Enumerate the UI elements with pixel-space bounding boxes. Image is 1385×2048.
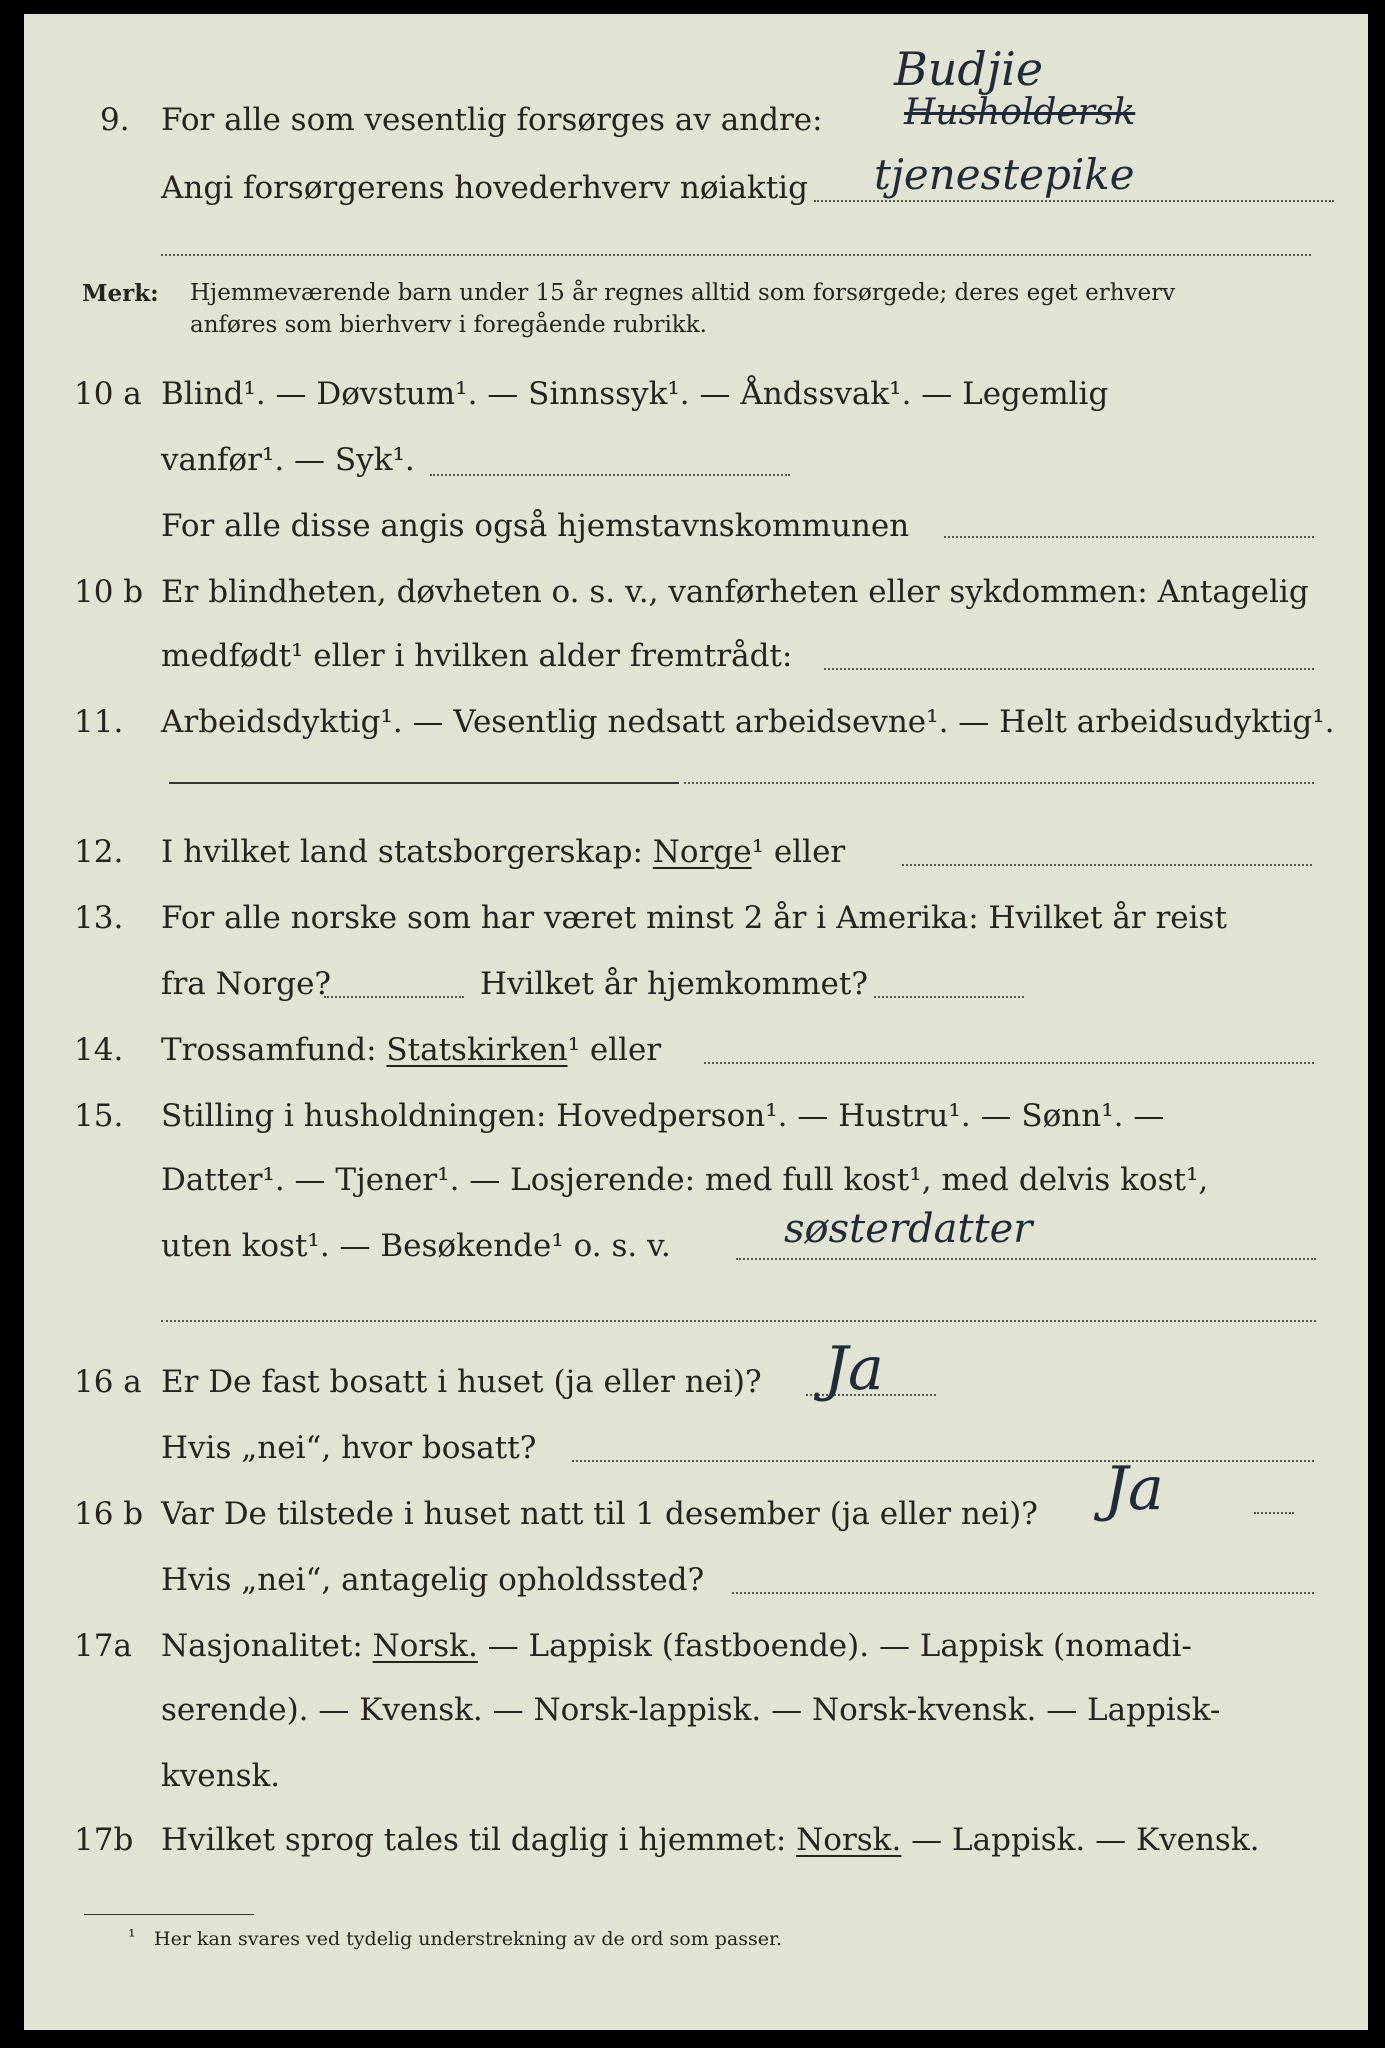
q17a-number: 17a <box>74 1628 132 1664</box>
q16b-number: 16 b <box>74 1496 144 1532</box>
q15-handwritten-answer: søsterdatter <box>784 1206 1033 1252</box>
q16a-handwritten-answer: Ja <box>824 1334 884 1404</box>
q16a-line1: Er De fast bosatt i huset (ja eller nei)? <box>161 1364 762 1400</box>
footnote-text: Her kan svares ved tydelig understrekning av de ord som passer. <box>154 1928 783 1950</box>
footnote-rule <box>84 1914 254 1915</box>
q16b-line2: Hvis „nei“, antagelig opholdssted? <box>161 1562 705 1598</box>
q16a-number: 16 a <box>74 1364 142 1400</box>
q17b-underlined-answer: Norsk. <box>796 1822 902 1858</box>
q17a-underlined-answer: Norsk. <box>372 1628 478 1664</box>
q11-number: 11. <box>74 704 124 740</box>
q9-number: 9. <box>100 102 130 138</box>
q10b-line1: Er blindheten, døvheten o. s. v., vanførheten eller sykdommen: Antagelig <box>161 574 1309 610</box>
merk-label: Merk: <box>82 280 159 307</box>
footnote-mark: ¹ <box>128 1926 136 1948</box>
q10b-line2: medfødt¹ eller i hvilken alder fremtrådt: <box>161 638 793 674</box>
q17b-line <box>161 1822 1259 1858</box>
q16b-where-dotline <box>732 1592 1314 1594</box>
q10a-line1: Blind¹. — Døvstum¹. — Sinnssyk¹. — Åndssvak¹. — Legemlig <box>161 376 1109 412</box>
q13-line2b: Hvilket år hjemkommet? <box>480 966 868 1002</box>
q17b-prefix: Hvilket sprog tales til daglig i hjemmet: <box>161 1822 787 1858</box>
q14-suffix: ¹ eller <box>567 1032 662 1068</box>
q10b-dotline <box>824 668 1314 670</box>
q12-dotline <box>902 864 1312 866</box>
q14-prefix: Trossamfund: <box>161 1032 377 1068</box>
q10b-number: 10 b <box>74 574 144 610</box>
q10a-home-dotline <box>944 536 1314 538</box>
q9-handwritten-answer: tjenestepike <box>874 150 1135 199</box>
q16a-line2: Hvis „nei“, hvor bosatt? <box>161 1430 537 1466</box>
q12-prefix: I hvilket land statsborgerskap: <box>161 834 643 870</box>
q12-line <box>161 834 845 870</box>
q9-extra-dotline <box>161 254 1311 256</box>
q10a-dotline <box>430 474 790 476</box>
q9-handwritten-top: Budjie <box>894 42 1044 96</box>
q12-underlined-answer: Norge <box>652 834 752 870</box>
q16b-line1: Var De tilstede i huset natt til 1 desember (ja eller nei)? <box>161 1496 1038 1532</box>
census-form-page <box>24 14 1368 2030</box>
q10a-line3: For alle disse angis også hjemstavnskommunen <box>161 508 910 544</box>
q17a-line2: serende). — Kvensk. — Norsk-lappisk. — Norsk-kvensk. — Lappisk- <box>161 1692 1221 1728</box>
q16b-dotline <box>1254 1512 1294 1514</box>
merk-line2: anføres som bierhverv i foregående rubrikk. <box>190 312 707 338</box>
q13-year-left-dotline <box>324 996 464 998</box>
q10a-number: 10 a <box>74 376 142 412</box>
q11-dotline <box>684 782 1314 784</box>
q14-number: 14. <box>74 1032 124 1068</box>
q12-number: 12. <box>74 834 124 870</box>
q14-dotline <box>704 1062 1314 1064</box>
q17a-label: Nasjonalitet: <box>161 1628 363 1664</box>
q17b-number: 17b <box>74 1822 134 1858</box>
q17a-line1 <box>161 1628 1192 1664</box>
q9-line1: For alle som vesentlig forsørges av andre: <box>161 102 823 138</box>
q9-answer-dotline <box>814 200 1334 202</box>
q17b-suffix: — Lappisk. — Kvensk. <box>911 1822 1260 1858</box>
merk-line1: Hjemmeværende barn under 15 år regnes alltid som forsørgede; deres eget erhverv <box>190 280 1176 306</box>
q15-extra-dotline <box>161 1320 1316 1322</box>
q16a-where-dotline <box>572 1460 1314 1462</box>
q11-rule <box>169 782 679 784</box>
q15-dotline <box>736 1258 1316 1260</box>
q16b-handwritten-answer: Ja <box>1104 1454 1164 1524</box>
q13-line1: For alle norske som har været minst 2 år i Amerika: Hvilket år reist <box>161 900 1227 936</box>
q13-year-return-dotline <box>874 996 1024 998</box>
q14-underlined-answer: Statskirken <box>386 1032 568 1068</box>
q13-line2a: fra Norge? <box>161 966 332 1002</box>
q12-suffix: ¹ eller <box>751 834 846 870</box>
q10a-line2: vanfør¹. — Syk¹. <box>161 442 415 478</box>
q15-line2: Datter¹. — Tjener¹. — Losjerende: med full kost¹, med delvis kost¹, <box>161 1162 1209 1198</box>
q15-line1: Stilling i husholdningen: Hovedperson¹. — Hustru¹. — Sønn¹. — <box>161 1098 1165 1134</box>
q13-number: 13. <box>74 900 124 936</box>
q9-handwritten-struck: Husholdersk <box>904 92 1136 133</box>
q14-line <box>161 1032 661 1068</box>
q15-number: 15. <box>74 1098 124 1134</box>
q9-line2: Angi forsørgerens hovederhverv nøiaktig <box>161 170 808 206</box>
q17a-line1-rest: — Lappisk (fastboende). — Lappisk (nomadi- <box>487 1628 1192 1664</box>
q11-line1: Arbeidsdyktig¹. — Vesentlig nedsatt arbeidsevne¹. — Helt arbeidsudyktig¹. <box>161 704 1335 740</box>
q15-line3: uten kost¹. — Besøkende¹ o. s. v. <box>161 1228 671 1264</box>
q17a-line3: kvensk. <box>161 1758 281 1794</box>
